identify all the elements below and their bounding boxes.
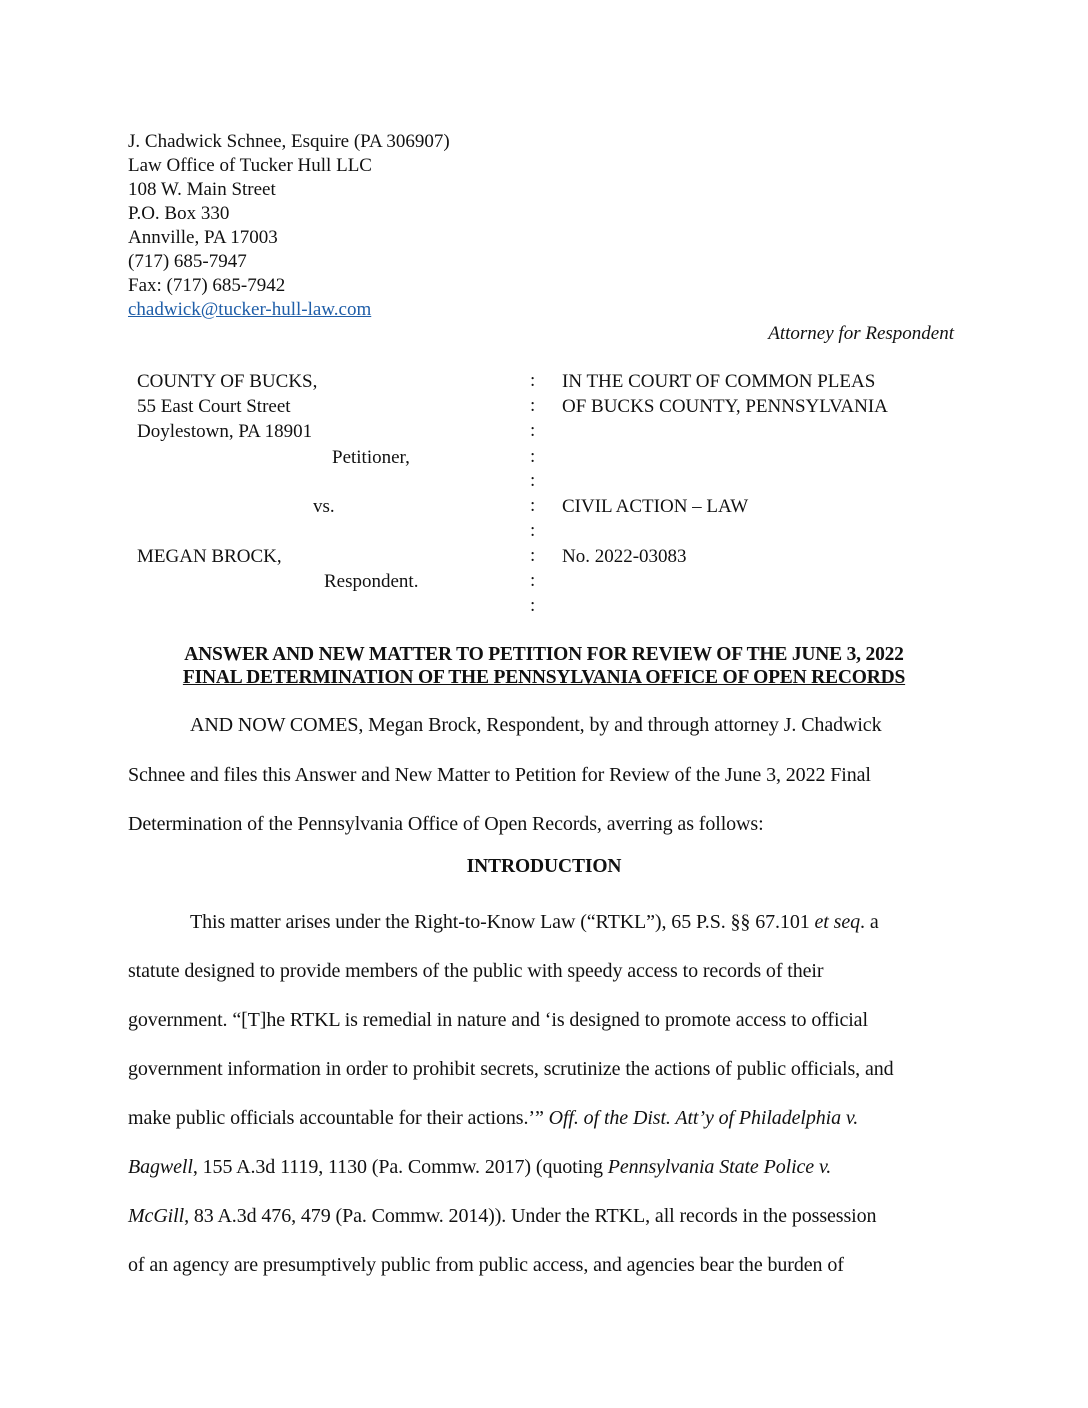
caption-colon: :	[530, 545, 536, 566]
law-firm: Law Office of Tucker Hull LLC	[128, 155, 372, 176]
caption-colon: :	[530, 520, 536, 541]
caption-colon: :	[530, 370, 536, 391]
paragraph-line: government. “[T]he RTKL is remedial in nature and ‘is designed to promote access to official	[128, 1009, 868, 1031]
petitioner-role: Petitioner,	[332, 447, 410, 468]
case-citation: Pennsylvania State Police v.	[607, 1156, 832, 1178]
respondent-role: Respondent.	[324, 571, 419, 592]
paragraph-line: Determination of the Pennsylvania Office of Open Records, averring as follows:	[128, 813, 764, 835]
text-run: , 155 A.3d 1119, 1130 (Pa. Commw. 2017) (quoting	[192, 1156, 608, 1178]
case-citation: McGill	[128, 1205, 185, 1227]
paragraph-line	[128, 1205, 876, 1228]
text-run: make public officials accountable for their actions.’”	[128, 1107, 549, 1129]
paragraph-line	[128, 1156, 831, 1179]
court-name-line2: OF BUCKS COUNTY, PENNSYLVANIA	[562, 396, 888, 417]
case-citation: Off. of the Dist. Att’y of Philadelphia v.	[548, 1107, 859, 1129]
versus-label: vs.	[313, 496, 335, 517]
email-link[interactable]: chadwick@tucker-hull-law.com	[128, 299, 372, 320]
paragraph-line	[128, 1107, 858, 1130]
caption-colon: :	[530, 570, 536, 591]
caption-colon: :	[530, 470, 536, 491]
petitioner-address-line2: Doylestown, PA 18901	[137, 421, 313, 442]
italic-text-run: et seq	[814, 911, 861, 933]
petitioner-address-line1: 55 East Court Street	[137, 396, 291, 417]
text-run: , 83 A.3d 476, 479 (Pa. Commw. 2014)). Under the RTKL, all records in the possession	[184, 1205, 877, 1227]
court-name-line1: IN THE COURT OF COMMON PLEAS	[562, 371, 876, 392]
street-address: 108 W. Main Street	[128, 179, 276, 200]
po-box: P.O. Box 330	[128, 203, 230, 224]
text-run: This matter arises under the Right-to-Know Law (“RTKL”), 65 P.S. §§ 67.101	[190, 911, 815, 933]
caption-colon: :	[530, 420, 536, 441]
case-citation: Bagwell	[128, 1156, 193, 1178]
fax-number: Fax: (717) 685-7942	[128, 275, 286, 296]
paragraph-line: of an agency are presumptively public from public access, and agencies bear the burden of	[128, 1254, 844, 1276]
document-title-line1: ANSWER AND NEW MATTER TO PETITION FOR REVIEW OF THE JUNE 3, 2022	[184, 644, 904, 665]
attorney-name: J. Chadwick Schnee, Esquire (PA 306907)	[128, 131, 450, 152]
city-state-zip: Annville, PA 17003	[128, 227, 278, 248]
caption-colon: :	[530, 395, 536, 416]
paragraph-line: government information in order to prohibit secrets, scrutinize the actions of public officials, and	[128, 1058, 894, 1080]
section-heading-introduction: INTRODUCTION	[466, 856, 622, 877]
caption-colon: :	[530, 495, 536, 516]
respondent-name: MEGAN BROCK,	[137, 546, 282, 567]
attorney-role: Attorney for Respondent	[768, 323, 954, 344]
document-title-line2: FINAL DETERMINATION OF THE PENNSYLVANIA OFFICE OF OPEN RECORDS	[182, 667, 906, 688]
paragraph-line: AND NOW COMES, Megan Brock, Respondent, by and through attorney J. Chadwick	[190, 714, 882, 736]
paragraph-line: statute designed to provide members of the public with speedy access to records of their	[128, 960, 824, 982]
phone-number: (717) 685-7947	[128, 251, 247, 272]
caption-colon: :	[530, 595, 536, 616]
text-run: . a	[860, 911, 879, 933]
petitioner-name: COUNTY OF BUCKS,	[137, 371, 318, 392]
paragraph-line	[190, 911, 879, 934]
docket-number: No. 2022-03083	[562, 546, 687, 567]
action-type: CIVIL ACTION – LAW	[562, 496, 749, 517]
paragraph-line: Schnee and files this Answer and New Matter to Petition for Review of the June 3, 2022 Final	[128, 764, 871, 786]
caption-colon: :	[530, 446, 536, 467]
